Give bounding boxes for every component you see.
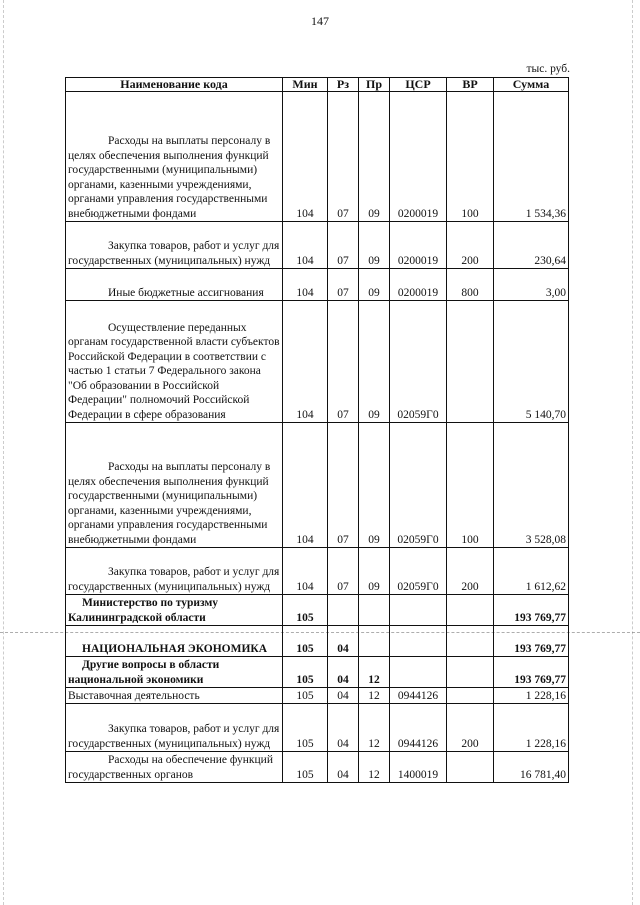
row-vr [447,301,494,423]
row-rz: 07 [328,548,359,595]
row-name: НАЦИОНАЛЬНАЯ ЭКОНОМИКА [66,626,283,657]
row-vr [447,688,494,704]
row-csr: 0944126 [390,704,447,752]
table-row [66,222,569,269]
row-pr [359,626,390,657]
row-pr: 09 [359,301,390,423]
row-name: Иные бюджетные ассигнования [66,269,283,301]
row-csr [390,657,447,688]
row-min: 104 [283,301,328,423]
row-sum: 1 228,16 [494,688,569,704]
row-name: Другие вопросы в области национальной экономики [66,657,283,688]
row-pr: 12 [359,688,390,704]
table-row [66,595,569,626]
col-header-name: Наименование кода [66,78,283,92]
row-pr: 09 [359,423,390,548]
row-min: 105 [283,626,328,657]
row-name: Расходы на выплаты персоналу в целях обеспечения выполнения функций государственными (муниципальными) органами, казенными учреждениями, органами управления государственными внебюджетными фондами [66,92,283,222]
row-name: Расходы на выплаты персоналу в целях обеспечения выполнения функций государственными (муниципальными) органами, казенными учреждениями, органами управления государственными внебюджетными фондами [66,423,283,548]
row-min: 104 [283,548,328,595]
row-csr: 02059Г0 [390,423,447,548]
col-header-csr: ЦСР [390,78,447,92]
row-name: Осуществление переданных органам государственной власти субъектов Российской Федерации в соответствии с частью 1 статьи 7 Федерального закона "Об образовании в Российской Федерации" полномочий Российской Федерации в сфере образования [66,301,283,423]
row-min: 105 [283,657,328,688]
table-row [66,688,569,704]
row-name: Расходы на обеспечение функций государственных органов [66,752,283,783]
row-min: 105 [283,595,328,626]
table-row [66,657,569,688]
table-row [66,269,569,301]
row-csr [390,595,447,626]
row-rz: 07 [328,301,359,423]
budget-table [65,77,569,783]
row-pr: 09 [359,222,390,269]
col-header-min: Мин [283,78,328,92]
row-pr: 09 [359,92,390,222]
row-pr: 09 [359,269,390,301]
table-row [66,92,569,222]
col-header-rz: Рз [328,78,359,92]
row-rz: 04 [328,752,359,783]
row-vr: 100 [447,423,494,548]
row-sum: 16 781,40 [494,752,569,783]
row-vr: 200 [447,222,494,269]
row-rz: 07 [328,222,359,269]
page-edge-right [632,0,634,905]
row-rz: 07 [328,269,359,301]
row-name: Выставочная деятельность [66,688,283,704]
row-min: 105 [283,704,328,752]
row-sum: 3 528,08 [494,423,569,548]
row-rz: 07 [328,423,359,548]
row-csr: 02059Г0 [390,301,447,423]
row-vr [447,626,494,657]
row-rz [328,595,359,626]
row-name: Министерство по туризму Калининградской области [66,595,283,626]
row-rz: 04 [328,657,359,688]
row-rz: 04 [328,704,359,752]
row-pr: 09 [359,548,390,595]
row-vr [447,595,494,626]
row-sum: 230,64 [494,222,569,269]
row-min: 104 [283,222,328,269]
row-sum: 1 534,36 [494,92,569,222]
row-pr [359,595,390,626]
row-sum: 5 140,70 [494,301,569,423]
row-csr [390,626,447,657]
row-sum: 1 612,62 [494,548,569,595]
col-header-pr: Пр [359,78,390,92]
unit-label: тыс. руб. [526,63,570,75]
row-vr: 100 [447,92,494,222]
table-row [66,423,569,548]
row-vr [447,657,494,688]
row-sum: 193 769,77 [494,595,569,626]
page-number: 147 [311,14,329,28]
row-name: Закупка товаров, работ и услуг для государственных (муниципальных) нужд [66,222,283,269]
row-rz: 04 [328,688,359,704]
row-sum: 193 769,77 [494,657,569,688]
row-name: Закупка товаров, работ и услуг для государственных (муниципальных) нужд [66,704,283,752]
row-csr: 0944126 [390,688,447,704]
row-csr: 0200019 [390,222,447,269]
row-sum: 193 769,77 [494,626,569,657]
col-header-vr: ВР [447,78,494,92]
table-row [66,548,569,595]
row-name: Закупка товаров, работ и услуг для государственных (муниципальных) нужд [66,548,283,595]
row-vr: 800 [447,269,494,301]
table-header-row [66,78,569,92]
row-csr: 0200019 [390,92,447,222]
table-row [66,752,569,783]
row-min: 104 [283,269,328,301]
row-min: 104 [283,92,328,222]
row-sum: 1 228,16 [494,704,569,752]
row-min: 104 [283,423,328,548]
row-min: 105 [283,688,328,704]
row-vr: 200 [447,548,494,595]
row-csr: 1400019 [390,752,447,783]
row-rz: 04 [328,626,359,657]
table-row [66,704,569,752]
row-rz: 07 [328,92,359,222]
page-edge-left [3,0,5,905]
col-header-sum: Сумма [494,78,569,92]
row-pr: 12 [359,704,390,752]
table-row [66,626,569,657]
table-row [66,301,569,423]
row-sum: 3,00 [494,269,569,301]
row-pr: 12 [359,752,390,783]
row-min: 105 [283,752,328,783]
row-vr: 200 [447,704,494,752]
row-csr: 02059Г0 [390,548,447,595]
row-csr: 0200019 [390,269,447,301]
row-pr: 12 [359,657,390,688]
row-vr [447,752,494,783]
